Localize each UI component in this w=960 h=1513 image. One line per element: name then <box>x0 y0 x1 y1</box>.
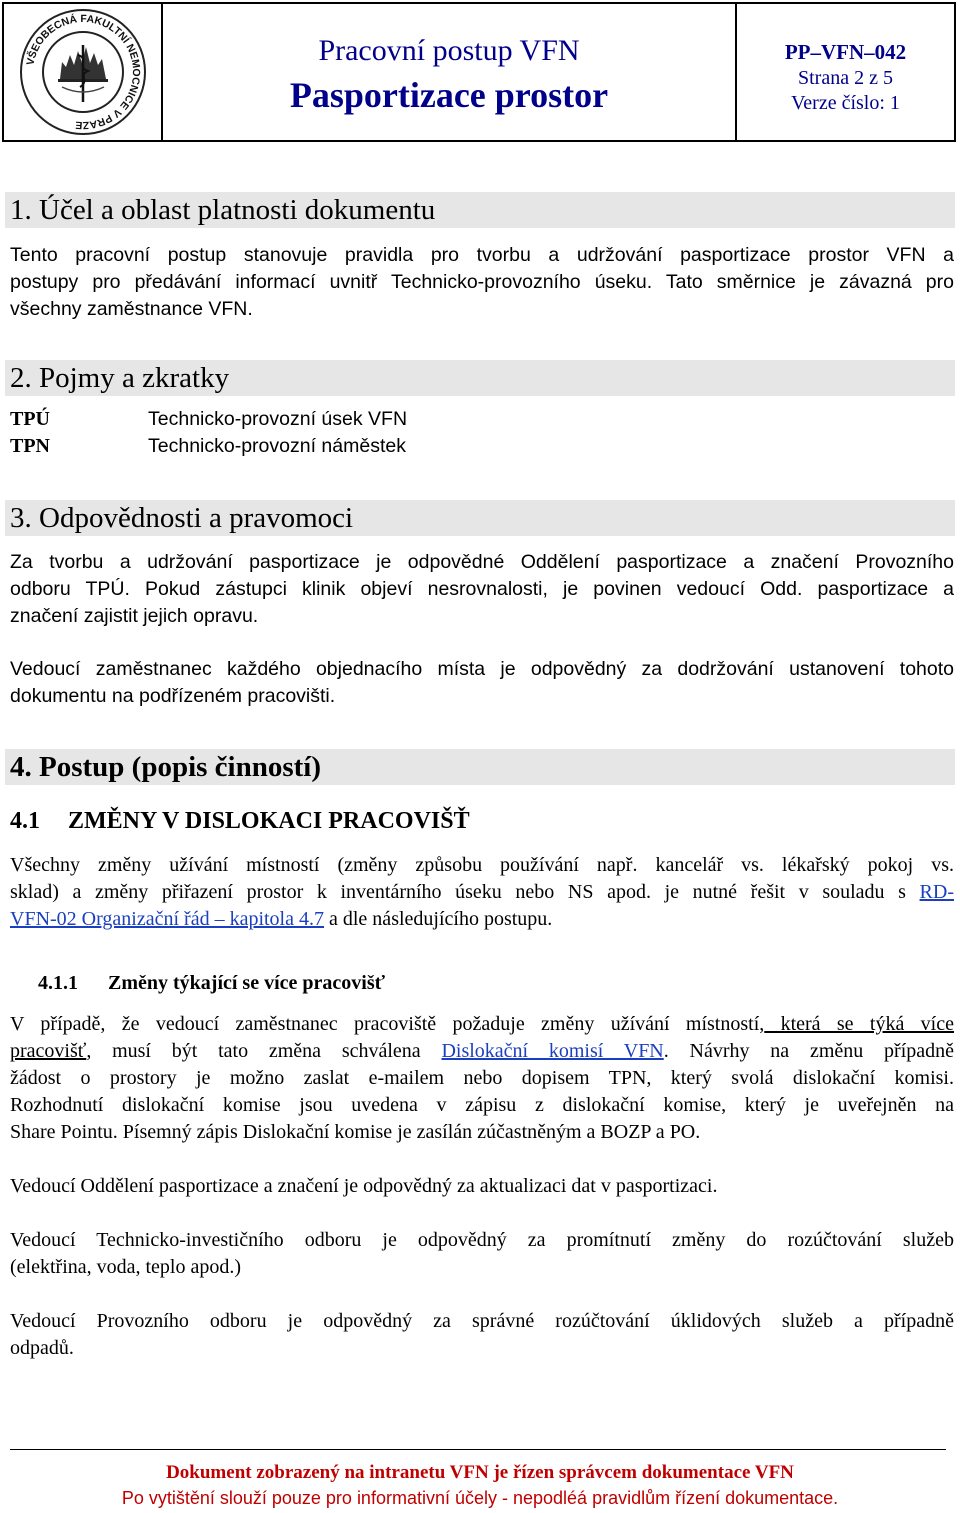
document-title: Pasportizace prostor <box>289 75 609 115</box>
paragraph-operations-dept <box>10 1308 954 1362</box>
text-line: odboru TPÚ. Pokud zástupci klinik objeví nesrovnalosti, je povinen vedoucí Odd. pasportizace a <box>10 578 954 600</box>
logo-ring-text: VŠEOBECNÁ FAKULTNÍ NEMOCNICE V PRAZE <box>23 12 142 132</box>
abbreviation-value: Technicko-provozní náměstek <box>148 435 406 457</box>
subsection-number: 4.1 <box>10 808 40 834</box>
page-number: Strana 2 z 5 <box>798 67 893 89</box>
subsection-4-1-1-heading <box>38 972 385 995</box>
text-line: všechny zaměstnance VFN. <box>10 298 253 320</box>
text-line: Rozhodnutí dislokační komise jsou uvedena v zápisu z dislokační komise, který je uveřejněn na <box>10 1094 954 1116</box>
document-type-title: Pracovní postup VFN <box>318 34 580 67</box>
text-line: Vedoucí zaměstnanec každého objednacího místa je odpovědný za dodržování ustanovení tohoto <box>10 658 954 680</box>
document-header <box>0 2 958 142</box>
section-3-paragraph-2 <box>10 656 954 710</box>
text-span: . Návrhy na změnu případně <box>663 1040 955 1062</box>
text-line <box>10 1038 954 1065</box>
paragraph-investment-dept <box>10 1227 954 1281</box>
footer-divider <box>10 1449 946 1450</box>
abbreviation-key: TPN <box>10 435 50 457</box>
subsubsection-title: Změny týkající se více pracovišť <box>108 972 386 994</box>
text-line: Vedoucí Technicko-investičního odboru je odpovědný za promítnutí změny do rozúčtování služeb <box>10 1229 954 1251</box>
paragraph-pasportization-head <box>10 1173 954 1200</box>
text-line <box>10 1011 954 1038</box>
section-3-paragraph-1 <box>10 549 954 630</box>
text-line: postupy pro předávání informací uvnitř Technicko-provozního úseku. Tato směrnice je závazná pro <box>10 271 954 293</box>
section-4-1-1-paragraph <box>10 1011 954 1146</box>
text-span: a dle následujícího postupu. <box>324 908 553 930</box>
text-span: V případě, že vedoucí zaměstnanec pracoviště požaduje změny užívání místností, <box>10 1013 765 1035</box>
text-line: Share Pointu. Písemný zápis Dislokační komise je zasílán zúčastněným a BOZP a PO. <box>10 1121 701 1143</box>
section-4-heading: 4. Postup (popis činností) <box>5 749 955 785</box>
section-1-heading: 1. Účel a oblast platnosti dokumentu <box>5 192 955 228</box>
text-line: Vedoucí Oddělení pasportizace a značení je odpovědný za aktualizaci dat v pasportizaci. <box>10 1175 718 1197</box>
section-4-1-paragraph <box>10 852 954 933</box>
document-code: PP–VFN–042 <box>784 40 907 64</box>
text-line <box>10 906 954 933</box>
text-span: , musí být tato změna schválena <box>86 1040 442 1062</box>
subsubsection-number: 4.1.1 <box>38 972 78 994</box>
section-2-heading: 2. Pojmy a zkratky <box>5 360 955 396</box>
text-line: (elektřina, voda, teplo apod.) <box>10 1256 242 1278</box>
text-line: Všechny změny užívání místností (změny způsobu používání např. kancelář vs. lékařský pokoj vs. <box>10 854 954 876</box>
subsection-4-1-heading <box>10 808 470 835</box>
abbreviation-key: TPÚ <box>10 408 50 430</box>
org-rules-link-continued[interactable]: VFN-02 Organizační řád – kapitola 4.7 <box>10 908 324 930</box>
text-line: Za tvorbu a udržování pasportizace je odpovědné Oddělení pasportizace a značení Provozního <box>10 551 954 573</box>
section-1-text <box>10 242 954 323</box>
section-3-heading: 3. Odpovědnosti a pravomoci <box>5 500 955 536</box>
dislocation-committee-link[interactable]: Dislokační komisí VFN <box>441 1040 664 1062</box>
footer-print-notice: Po vytištění slouží pouze pro informativní účely - nepodléá pravidlům řízení dokumentace. <box>121 1488 839 1508</box>
text-line: žádost o prostory je možno zaslat e-mailem nebo dopisem TPN, který svolá dislokační komisi. <box>10 1067 954 1089</box>
underlined-text: která se týká více <box>764 1013 954 1035</box>
logo-cell <box>2 2 161 142</box>
version-number: Verze číslo: 1 <box>791 92 900 114</box>
subsection-title: ZMĚNY V DISLOKACI PRACOVIŠŤ <box>68 808 470 834</box>
footer-control-notice: Dokument zobrazený na intranetu VFN je řízen správcem dokumentace VFN <box>166 1462 794 1483</box>
text-line <box>10 879 954 906</box>
text-line: dokumentu na podřízeném pracovišti. <box>10 685 336 707</box>
text-line: Tento pracovní postup stanovuje pravidla pro tvorbu a udržování pasportizace prostor VFN a <box>10 244 954 266</box>
title-cell <box>161 2 735 142</box>
vfn-logo <box>18 7 148 137</box>
text-line: Vedoucí Provozního odboru je odpovědný za správné rozúčtování úklidových služeb a případně <box>10 1310 954 1332</box>
meta-cell <box>735 2 956 142</box>
text-span: sklad) a změny přiřazení prostor k inventárního úseku nebo NS apod. je nutné řešit v souladu s <box>10 881 920 903</box>
org-rules-link[interactable]: RD- <box>919 881 954 903</box>
abbreviation-value: Technicko-provozní úsek VFN <box>148 408 408 430</box>
text-line: odpadů. <box>10 1337 74 1359</box>
underlined-text: pracovišť <box>10 1040 87 1062</box>
text-line: značení zajistit jejich opravu. <box>10 605 259 627</box>
